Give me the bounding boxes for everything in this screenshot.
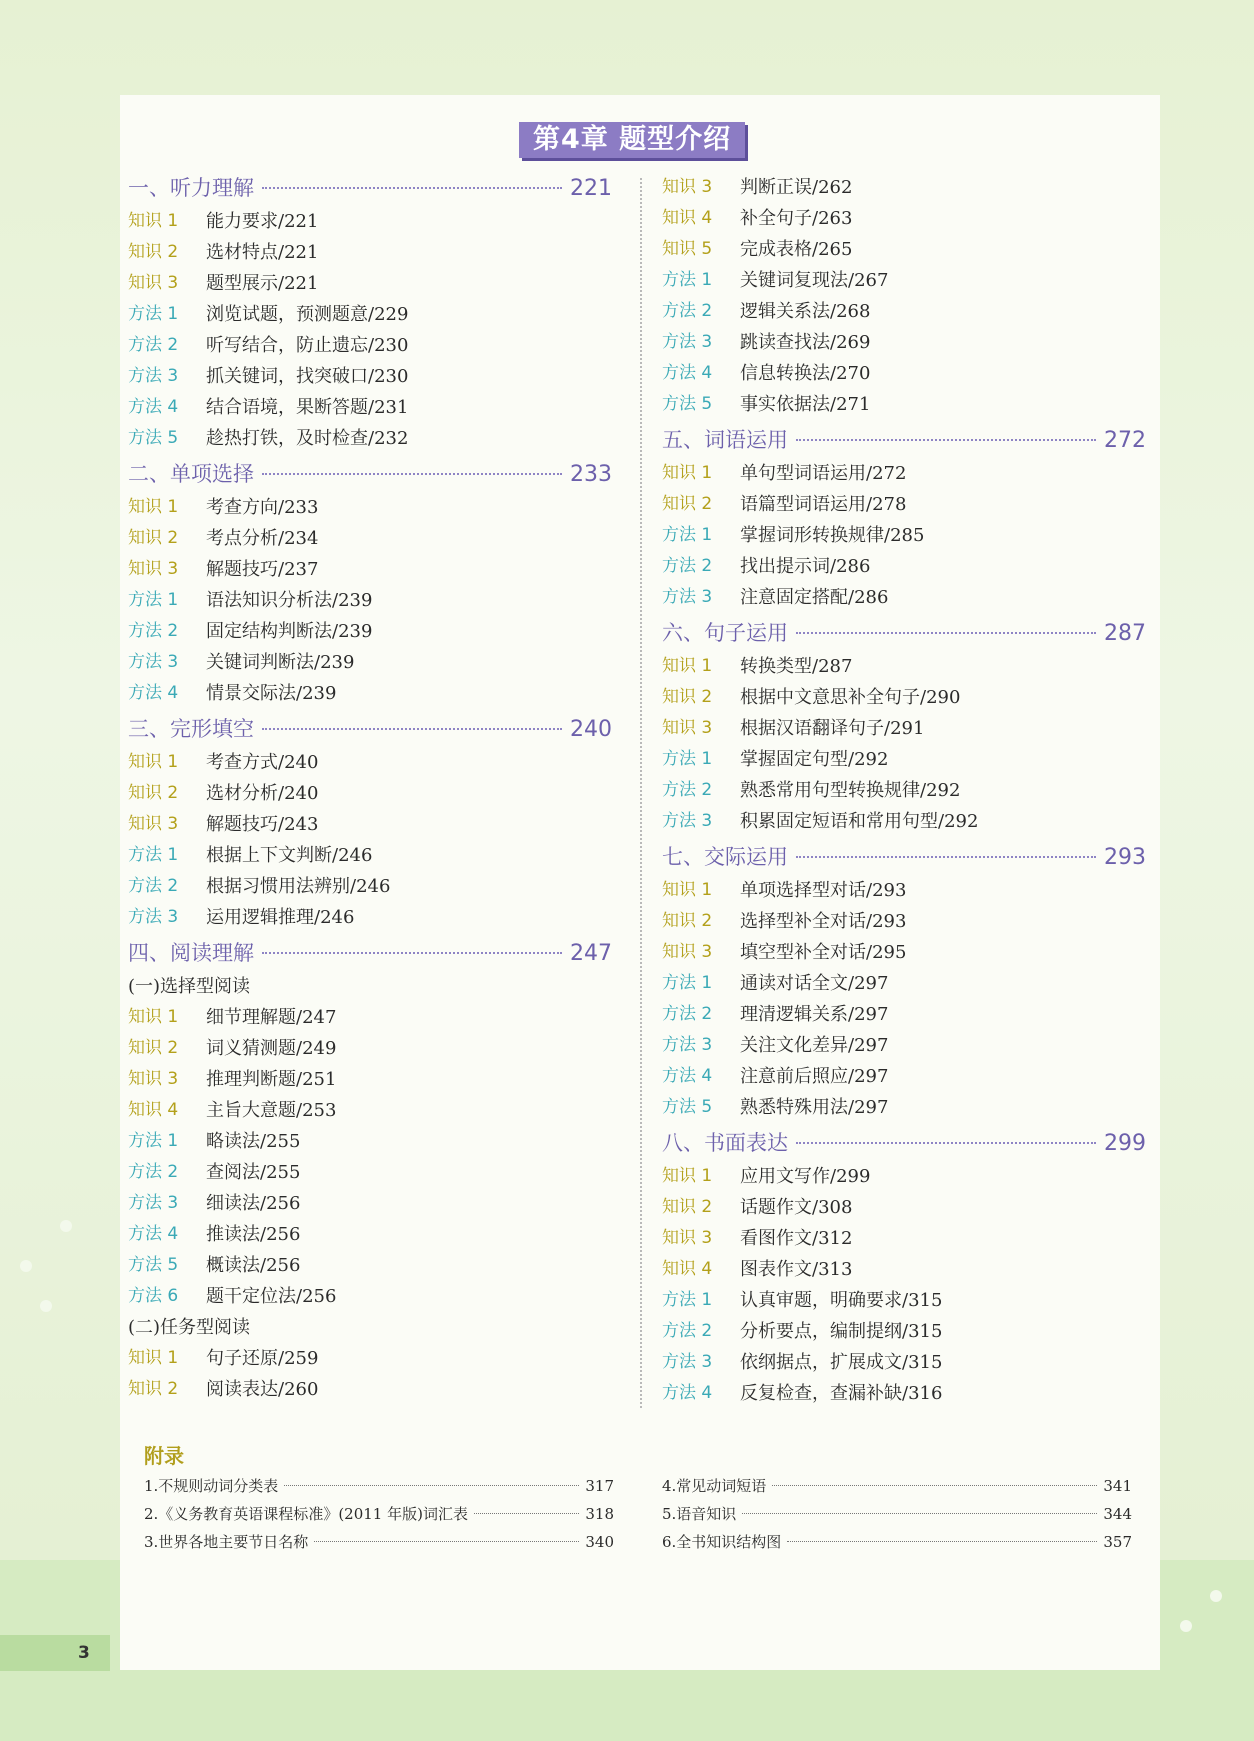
toc-item — [662, 968, 1146, 999]
toc-item-text: 根据习惯用法辨别/246 — [206, 876, 391, 897]
appendix-item — [144, 1528, 614, 1556]
method-tag: 方法 2 — [128, 335, 179, 355]
toc-item-text: 固定结构判断法/239 — [206, 621, 373, 642]
appendix-item — [662, 1500, 1132, 1528]
toc-item — [662, 489, 1146, 520]
toc-item-text: 话题作文/308 — [740, 1197, 853, 1218]
knowledge-tag: 知识 2 — [662, 1197, 713, 1217]
appendix-item-text: 3.世界各地主要节日名称 — [144, 1533, 309, 1551]
toc-item-text: 情景交际法/239 — [206, 683, 337, 704]
section-title: 三、完形填空 — [128, 717, 254, 741]
toc-item — [128, 1281, 612, 1312]
dot-leader — [796, 1142, 1096, 1144]
method-tag: 方法 3 — [662, 332, 713, 352]
method-tag: 方法 2 — [662, 1004, 713, 1024]
toc-left-column — [128, 172, 612, 1405]
knowledge-tag: 知识 2 — [128, 528, 179, 548]
dot-leader — [284, 1485, 579, 1486]
section-title: 二、单项选择 — [128, 462, 254, 486]
toc-item-text: 认真审题，明确要求/315 — [740, 1290, 943, 1311]
toc-item — [128, 1064, 612, 1095]
method-tag: 方法 2 — [662, 1321, 713, 1341]
toc-item-text: 熟悉特殊用法/297 — [740, 1097, 889, 1118]
toc-item-text: 语篇型词语运用/278 — [740, 494, 907, 515]
toc-item-text: 事实依据法/271 — [740, 394, 871, 415]
section-heading — [662, 617, 1146, 651]
appendix-item — [144, 1500, 614, 1528]
method-tag: 方法 3 — [128, 907, 179, 927]
toc-item — [128, 1219, 612, 1250]
toc-item-text: 通读对话全文/297 — [740, 973, 889, 994]
toc-item — [128, 1157, 612, 1188]
section-page: 233 — [570, 462, 612, 487]
toc-item — [128, 423, 612, 454]
toc-item — [128, 1343, 612, 1374]
toc-item — [128, 1188, 612, 1219]
toc-item-text: 细读法/256 — [206, 1193, 301, 1214]
toc-item — [128, 585, 612, 616]
toc-item — [662, 999, 1146, 1030]
toc-item — [128, 1250, 612, 1281]
dot-leader — [796, 632, 1096, 634]
toc-item-text: 理清逻辑关系/297 — [740, 1004, 889, 1025]
appendix-item-text: 2.《义务教育英语课程标准》(2011 年版)词汇表 — [144, 1505, 468, 1523]
knowledge-tag: 知识 2 — [662, 911, 713, 931]
dot-leader — [742, 1513, 1097, 1514]
method-tag: 方法 2 — [128, 621, 179, 641]
appendix-item-text: 4.常见动词短语 — [662, 1477, 767, 1495]
knowledge-tag: 知识 2 — [128, 783, 179, 803]
appendix-item — [662, 1528, 1132, 1556]
toc-item-text: 找出提示词/286 — [740, 556, 871, 577]
toc-item-text: 听写结合，防止遗忘/230 — [206, 335, 409, 356]
toc-item — [662, 389, 1146, 420]
toc-item-text: 句子还原/259 — [206, 1348, 319, 1369]
toc-item-text: 根据中文意思补全句子/290 — [740, 687, 961, 708]
toc-item — [128, 523, 612, 554]
toc-item-text: 关键词复现法/267 — [740, 270, 889, 291]
toc-item — [128, 299, 612, 330]
method-tag: 方法 1 — [128, 304, 179, 324]
knowledge-tag: 知识 2 — [662, 687, 713, 707]
toc-item-text: 略读法/255 — [206, 1131, 301, 1152]
toc-item — [662, 296, 1146, 327]
method-tag: 方法 4 — [662, 363, 713, 383]
dot-leader — [262, 728, 562, 730]
subsection-heading: (一)选择型阅读 — [128, 976, 251, 997]
method-tag: 方法 3 — [662, 1352, 713, 1372]
section-title: 五、词语运用 — [662, 428, 788, 452]
method-tag: 方法 2 — [662, 556, 713, 576]
toc-item-text: 查阅法/255 — [206, 1162, 301, 1183]
toc-item-text: 依纲据点，扩展成文/315 — [740, 1352, 943, 1373]
toc-item-text: 逻辑关系法/268 — [740, 301, 871, 322]
knowledge-tag: 知识 3 — [128, 273, 179, 293]
chapter-title: 第4章 题型介绍 — [519, 122, 745, 158]
toc-item-text: 注意前后照应/297 — [740, 1066, 889, 1087]
toc-item — [128, 809, 612, 840]
toc-item-text: 完成表格/265 — [740, 239, 853, 260]
section-title: 一、听力理解 — [128, 176, 254, 200]
section-title: 六、句子运用 — [662, 621, 788, 645]
toc-item — [662, 937, 1146, 968]
method-tag: 方法 3 — [662, 1035, 713, 1055]
method-tag: 方法 5 — [662, 1097, 713, 1117]
toc-item — [662, 172, 1146, 203]
appendix-item-page: 340 — [585, 1533, 614, 1551]
toc-item — [662, 358, 1146, 389]
toc-item-text: 考查方向/233 — [206, 497, 319, 518]
toc-right-column — [662, 172, 1146, 1409]
knowledge-tag: 知识 1 — [662, 656, 713, 676]
toc-item-text: 解题技巧/237 — [206, 559, 319, 580]
toc-item — [662, 203, 1146, 234]
toc-item — [662, 1285, 1146, 1316]
method-tag: 方法 5 — [128, 428, 179, 448]
method-tag: 方法 6 — [128, 1286, 179, 1306]
appendix-item-page: 318 — [585, 1505, 614, 1523]
section-page: 272 — [1104, 428, 1146, 453]
toc-item — [662, 1030, 1146, 1061]
method-tag: 方法 2 — [128, 876, 179, 896]
knowledge-tag: 知识 2 — [128, 242, 179, 262]
toc-item-text: 熟悉常用句型转换规律/292 — [740, 780, 961, 801]
knowledge-tag: 知识 1 — [662, 1166, 713, 1186]
toc-item — [128, 1374, 612, 1405]
toc-item — [128, 392, 612, 423]
toc-item — [128, 871, 612, 902]
appendix-item-page: 341 — [1103, 1477, 1132, 1495]
toc-item-text: 抓关键词，找突破口/230 — [206, 366, 409, 387]
toc-item-text: 图表作文/313 — [740, 1259, 853, 1280]
toc-item-text: 判断正误/262 — [740, 177, 853, 198]
toc-item-text: 补全句子/263 — [740, 208, 853, 229]
toc-item-text: 选材特点/221 — [206, 242, 319, 263]
toc-item-text: 根据汉语翻译句子/291 — [740, 718, 925, 739]
toc-item-text: 阅读表达/260 — [206, 1379, 319, 1400]
appendix-item-page: 344 — [1103, 1505, 1132, 1523]
knowledge-tag: 知识 1 — [128, 497, 179, 517]
method-tag: 方法 5 — [128, 1255, 179, 1275]
knowledge-tag: 知识 3 — [662, 177, 713, 197]
section-heading — [128, 713, 612, 747]
toc-item — [128, 678, 612, 709]
method-tag: 方法 1 — [128, 590, 179, 610]
toc-item-text: 考查方式/240 — [206, 752, 319, 773]
knowledge-tag: 知识 1 — [128, 1007, 179, 1027]
method-tag: 方法 3 — [128, 1193, 179, 1213]
decor-dot — [1180, 1620, 1192, 1632]
method-tag: 方法 4 — [128, 397, 179, 417]
knowledge-tag: 知识 3 — [662, 942, 713, 962]
method-tag: 方法 3 — [128, 366, 179, 386]
method-tag: 方法 1 — [128, 1131, 179, 1151]
dot-leader — [787, 1541, 1097, 1542]
toc-item — [662, 744, 1146, 775]
toc-item — [662, 1347, 1146, 1378]
section-heading — [662, 1127, 1146, 1161]
toc-item — [128, 1095, 612, 1126]
toc-item — [662, 1223, 1146, 1254]
appendix-item-page: 317 — [585, 1477, 614, 1495]
dot-leader — [474, 1513, 579, 1514]
toc-item-text: 概读法/256 — [206, 1255, 301, 1276]
section-heading — [128, 172, 612, 206]
toc-item-text: 语法知识分析法/239 — [206, 590, 373, 611]
toc-item — [662, 265, 1146, 296]
toc-item-text: 选材分析/240 — [206, 783, 319, 804]
toc-item — [128, 647, 612, 678]
knowledge-tag: 知识 2 — [662, 494, 713, 514]
page-number: 3 — [0, 1635, 110, 1671]
method-tag: 方法 4 — [128, 683, 179, 703]
appendix-item-text: 1.不规则动词分类表 — [144, 1477, 279, 1495]
knowledge-tag: 知识 4 — [662, 1259, 713, 1279]
knowledge-tag: 知识 4 — [128, 1100, 179, 1120]
toc-item-text: 结合语境，果断答题/231 — [206, 397, 409, 418]
method-tag: 方法 1 — [662, 270, 713, 290]
section-title: 八、书面表达 — [662, 1131, 788, 1155]
knowledge-tag: 知识 4 — [662, 208, 713, 228]
appendix-left-list — [144, 1472, 614, 1556]
toc-item — [662, 551, 1146, 582]
method-tag: 方法 4 — [662, 1066, 713, 1086]
knowledge-tag: 知识 2 — [128, 1379, 179, 1399]
toc-item — [662, 1316, 1146, 1347]
method-tag: 方法 2 — [662, 301, 713, 321]
toc-item-text: 推理判断题/251 — [206, 1069, 337, 1090]
decor-dot — [40, 1300, 52, 1312]
toc-item-text: 分析要点，编制提纲/315 — [740, 1321, 943, 1342]
dot-leader — [314, 1541, 579, 1542]
toc-item-text: 细节理解题/247 — [206, 1007, 337, 1028]
toc-item-text: 填空型补全对话/295 — [740, 942, 907, 963]
toc-item-text: 单句型词语运用/272 — [740, 463, 907, 484]
toc-item — [662, 713, 1146, 744]
toc-item — [128, 554, 612, 585]
appendix-item-text: 5.语音知识 — [662, 1505, 737, 1523]
knowledge-tag: 知识 1 — [662, 463, 713, 483]
section-title: 四、阅读理解 — [128, 941, 254, 965]
toc-item-text: 题型展示/221 — [206, 273, 319, 294]
decor-dot — [20, 1260, 32, 1272]
toc-item — [662, 234, 1146, 265]
toc-item — [128, 840, 612, 871]
dot-leader — [262, 952, 562, 954]
toc-item — [128, 492, 612, 523]
method-tag: 方法 5 — [662, 394, 713, 414]
toc-item-text: 解题技巧/243 — [206, 814, 319, 835]
toc-item-text: 趁热打铁，及时检查/232 — [206, 428, 409, 449]
section-heading — [128, 937, 612, 971]
method-tag: 方法 2 — [662, 780, 713, 800]
knowledge-tag: 知识 1 — [128, 752, 179, 772]
section-page: 221 — [570, 176, 612, 201]
toc-item — [662, 1092, 1146, 1123]
method-tag: 方法 4 — [662, 1383, 713, 1403]
appendix-right-list — [662, 1472, 1132, 1556]
toc-item-text: 看图作文/312 — [740, 1228, 853, 1249]
dot-leader — [772, 1485, 1097, 1486]
toc-item-text: 转换类型/287 — [740, 656, 853, 677]
toc-item — [662, 806, 1146, 837]
method-tag: 方法 2 — [128, 1162, 179, 1182]
toc-item — [128, 206, 612, 237]
knowledge-tag: 知识 2 — [128, 1038, 179, 1058]
toc-item-text: 关键词判断法/239 — [206, 652, 355, 673]
toc-item-text: 词义猜测题/249 — [206, 1038, 337, 1059]
knowledge-tag: 知识 3 — [662, 718, 713, 738]
section-page: 287 — [1104, 621, 1146, 646]
toc-item — [128, 747, 612, 778]
toc-item-text: 注意固定搭配/286 — [740, 587, 889, 608]
toc-item-text: 主旨大意题/253 — [206, 1100, 337, 1121]
method-tag: 方法 1 — [662, 1290, 713, 1310]
toc-item — [662, 682, 1146, 713]
knowledge-tag: 知识 1 — [128, 211, 179, 231]
section-title: 七、交际运用 — [662, 845, 788, 869]
toc-item — [662, 775, 1146, 806]
method-tag: 方法 3 — [662, 587, 713, 607]
toc-item — [662, 1061, 1146, 1092]
toc-item — [662, 1378, 1146, 1409]
toc-item-text: 反复检查，查漏补缺/316 — [740, 1383, 943, 1404]
subsection-heading: (二)任务型阅读 — [128, 1317, 251, 1338]
method-tag: 方法 4 — [128, 1224, 179, 1244]
toc-item-text: 信息转换法/270 — [740, 363, 871, 384]
toc-item-text: 能力要求/221 — [206, 211, 319, 232]
toc-item-text: 考点分析/234 — [206, 528, 319, 549]
method-tag: 方法 3 — [662, 811, 713, 831]
appendix-title: 附录 — [144, 1444, 184, 1468]
toc-item-text: 关注文化差异/297 — [740, 1035, 889, 1056]
toc-item — [128, 778, 612, 809]
toc-item — [128, 1033, 612, 1064]
toc-item — [662, 327, 1146, 358]
section-page: 240 — [570, 717, 612, 742]
knowledge-tag: 知识 3 — [662, 1228, 713, 1248]
section-page: 247 — [570, 941, 612, 966]
toc-item — [128, 330, 612, 361]
section-page: 299 — [1104, 1131, 1146, 1156]
toc-item-text: 推读法/256 — [206, 1224, 301, 1245]
appendix-item-page: 357 — [1103, 1533, 1132, 1551]
method-tag: 方法 1 — [662, 749, 713, 769]
toc-item — [662, 651, 1146, 682]
knowledge-tag: 知识 5 — [662, 239, 713, 259]
method-tag: 方法 1 — [662, 973, 713, 993]
knowledge-tag: 知识 1 — [128, 1348, 179, 1368]
toc-item-text: 运用逻辑推理/246 — [206, 907, 355, 928]
toc-item — [662, 1192, 1146, 1223]
section-page: 293 — [1104, 845, 1146, 870]
toc-item-text: 浏览试题，预测题意/229 — [206, 304, 409, 325]
decor-dot — [60, 1220, 72, 1232]
method-tag: 方法 1 — [662, 525, 713, 545]
toc-item-text: 应用文写作/299 — [740, 1166, 871, 1187]
toc-item-text: 根据上下文判断/246 — [206, 845, 373, 866]
dot-leader — [262, 473, 562, 475]
section-heading — [128, 458, 612, 492]
toc-item — [662, 1254, 1146, 1285]
section-heading — [662, 841, 1146, 875]
column-divider — [640, 178, 642, 1408]
toc-item — [128, 237, 612, 268]
dot-leader — [262, 187, 562, 189]
toc-item-text: 单项选择型对话/293 — [740, 880, 907, 901]
toc-item-text: 跳读查找法/269 — [740, 332, 871, 353]
knowledge-tag: 知识 1 — [662, 880, 713, 900]
toc-item — [128, 268, 612, 299]
decor-dot — [1210, 1590, 1222, 1602]
dot-leader — [796, 856, 1096, 858]
toc-item — [128, 902, 612, 933]
toc-item-text: 掌握词形转换规律/285 — [740, 525, 925, 546]
toc-item — [662, 875, 1146, 906]
toc-item — [662, 1161, 1146, 1192]
section-heading — [662, 424, 1146, 458]
method-tag: 方法 1 — [128, 845, 179, 865]
toc-item — [662, 520, 1146, 551]
toc-item-text: 选择型补全对话/293 — [740, 911, 907, 932]
toc-item — [128, 1002, 612, 1033]
toc-item — [662, 906, 1146, 937]
knowledge-tag: 知识 3 — [128, 1069, 179, 1089]
toc-item — [128, 616, 612, 647]
knowledge-tag: 知识 3 — [128, 559, 179, 579]
appendix-item — [662, 1472, 1132, 1500]
knowledge-tag: 知识 3 — [128, 814, 179, 834]
toc-item-text: 题干定位法/256 — [206, 1286, 337, 1307]
toc-item-text: 掌握固定句型/292 — [740, 749, 889, 770]
dot-leader — [796, 439, 1096, 441]
method-tag: 方法 3 — [128, 652, 179, 672]
toc-item — [662, 582, 1146, 613]
appendix-item-text: 6.全书知识结构图 — [662, 1533, 782, 1551]
toc-item-text: 积累固定短语和常用句型/292 — [740, 811, 979, 832]
toc-item — [662, 458, 1146, 489]
toc-item — [128, 361, 612, 392]
appendix-item — [144, 1472, 614, 1500]
toc-item — [128, 1126, 612, 1157]
